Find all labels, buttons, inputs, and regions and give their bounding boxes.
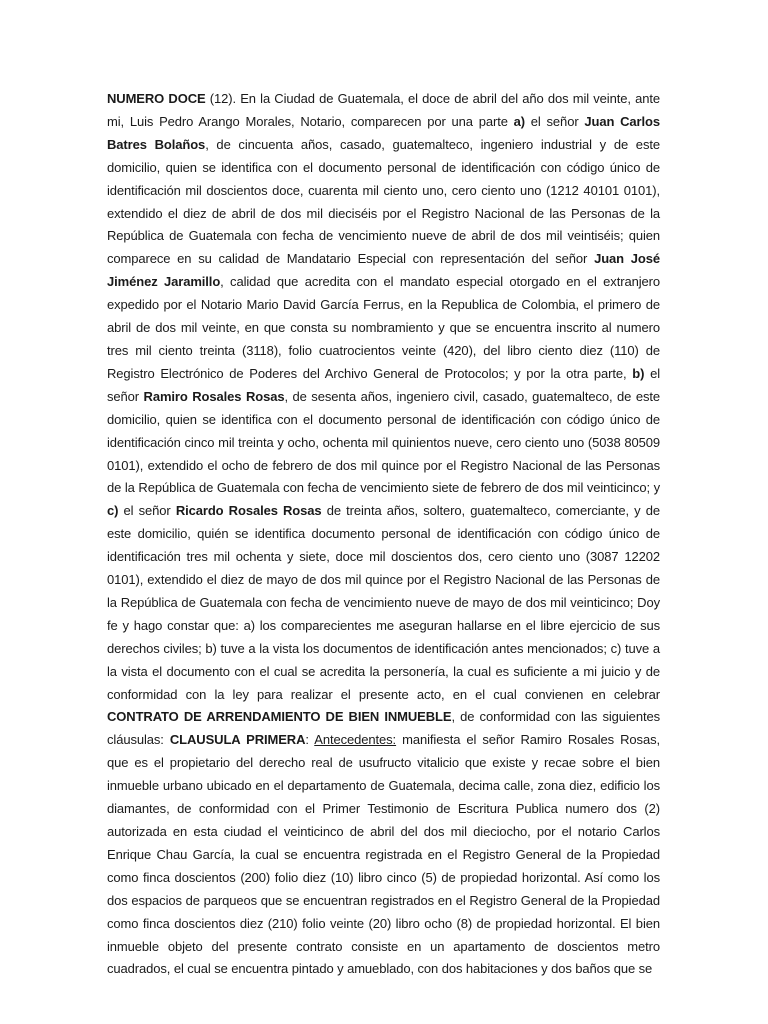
party-name-juan-jose: Juan José Jiménez Jaramillo xyxy=(107,251,660,290)
body-text: , de conformidad con las siguientes cláusulas: xyxy=(107,709,660,748)
party-b-marker: b) xyxy=(632,365,645,381)
party-c-marker: c) xyxy=(107,503,119,519)
body-text: , de cincuenta años, casado, guatemalteco, ingeniero industrial y de este domicilio, quien se identifica con el documento personal de identificación con código único de identificación mil doscientos doce, cuarenta mil ciento uno, cero ciento uno (1212 40101 0101), extendido el diez de abril de dos mil dieciséis por el Registro Nacional de las Personas de la República de Guatemala con fecha de vencimiento nueve de abril de dos mil veintiséis; quien comparece en su calidad de Mandatario Especial con representación del señor xyxy=(107,136,660,267)
contract-title: CONTRATO DE ARRENDAMIENTO DE BIEN INMUEBLE xyxy=(107,709,452,725)
deed-number: NUMERO DOCE xyxy=(107,91,206,106)
body-text: de treinta años, soltero, guatemalteco, comerciante, y de este domicilio, quién se identifica documento personal de identificación con código único de identificación tres mil ochenta y siete, doce mil doscientos dos, cero ciento uno (3087 12202 0101), extendido el diez de mayo de dos mil quince por el Registro Nacional de las Personas de la República de Guatemala con fecha de vencimiento nueve de mayo de dos mil veinticinco; Doy fe y hago constar que: a) los comparecientes me aseguran hallarse en el libre ejercicio de sus derechos civiles; b) tuve a la vista los documentos de identificación antes mencionados; c) tuve a la vista el documento con el cual se acredita la personería, la cual es suficiente a mi juicio y de conformidad con la ley para realizar el presente acto, en el cual convienen en celebrar xyxy=(107,503,660,702)
document-page xyxy=(107,88,660,981)
clause-subheading: Antecedentes: xyxy=(314,732,397,748)
body-text: , de sesenta años, ingeniero civil, casado, guatemalteco, de este domicilio, quien se identifica con el documento personal de identificación con código único de identificación cinco mil treinta y ocho, ochenta mil quinientos nueve, cero ciento uno (5038 80509 0101), extendido el ocho de febrero de dos mil quince por el Registro Nacional de las Personas de la República de Guatemala con fecha de vencimiento siete de febrero de dos mil veinticinco; y xyxy=(107,388,660,496)
party-name-ramiro: Ramiro Rosales Rosas xyxy=(143,388,285,404)
clause-heading: CLAUSULA PRIMERA xyxy=(169,732,306,748)
body-text: (12). En la Ciudad de Guatemala, el doce de abril del año dos mil veinte, ante mi, Luis Pedro Arango Morales, Notario, comparecen por una parte xyxy=(107,91,660,129)
party-a-marker: a) xyxy=(513,113,525,129)
document-paragraph xyxy=(107,88,660,981)
party-name-ricardo: Ricardo Rosales Rosas xyxy=(175,503,322,519)
body-text: el señor xyxy=(525,113,585,129)
body-text: el señor xyxy=(118,503,176,519)
body-text: , calidad que acredita con el mandato especial otorgado en el extranjero expedido por el Notario Mario David García Ferrus, en la Republica de Colombia, el primero de abril de dos mil veinte, en que consta su nombramiento y que se encuentra inscrito al numero tres mil ciento treinta (3118), folio cuatrocientos veinte (420), del libro ciento diez (110) de Registro Electrónico de Poderes del Archivo General de Protocolos; y por la otra parte, xyxy=(107,274,660,381)
body-text: manifiesta el señor Ramiro Rosales Rosas, que es el propietario del derecho real de usufructo vitalicio que existe y recae sobre el bien inmueble urbano ubicado en el departamento de Guatemala, decima calle, zona diez, edificio los diamantes, de conformidad con el Primer Testimonio de Escritura Publica numero dos (2) autorizada en esta ciudad el veinticinco de abril del dos mil dieciocho, por el notario Carlos Enrique Chau García, la cual se encuentra registrada en el Registro General de la Propiedad como finca doscientos (200) folio diez (10) libro cinco (5) de propiedad horizontal. Así como los dos espacios de parqueos que se encuentran registrados en el Registro General de la Propiedad como finca doscientos diez (210) folio veinte (20) libro ocho (8) de propiedad horizontal. El bien inmueble objeto del presente contrato consiste en un apartamento de doscientos metro cuadrados, el cual se encuentra pintado y amueblado, con dos habitaciones y dos baños que se xyxy=(107,732,660,977)
party-name-juan-carlos: Juan Carlos Batres Bolaños xyxy=(107,113,660,152)
body-text: el señor xyxy=(107,365,660,404)
body-text: : xyxy=(305,732,315,748)
